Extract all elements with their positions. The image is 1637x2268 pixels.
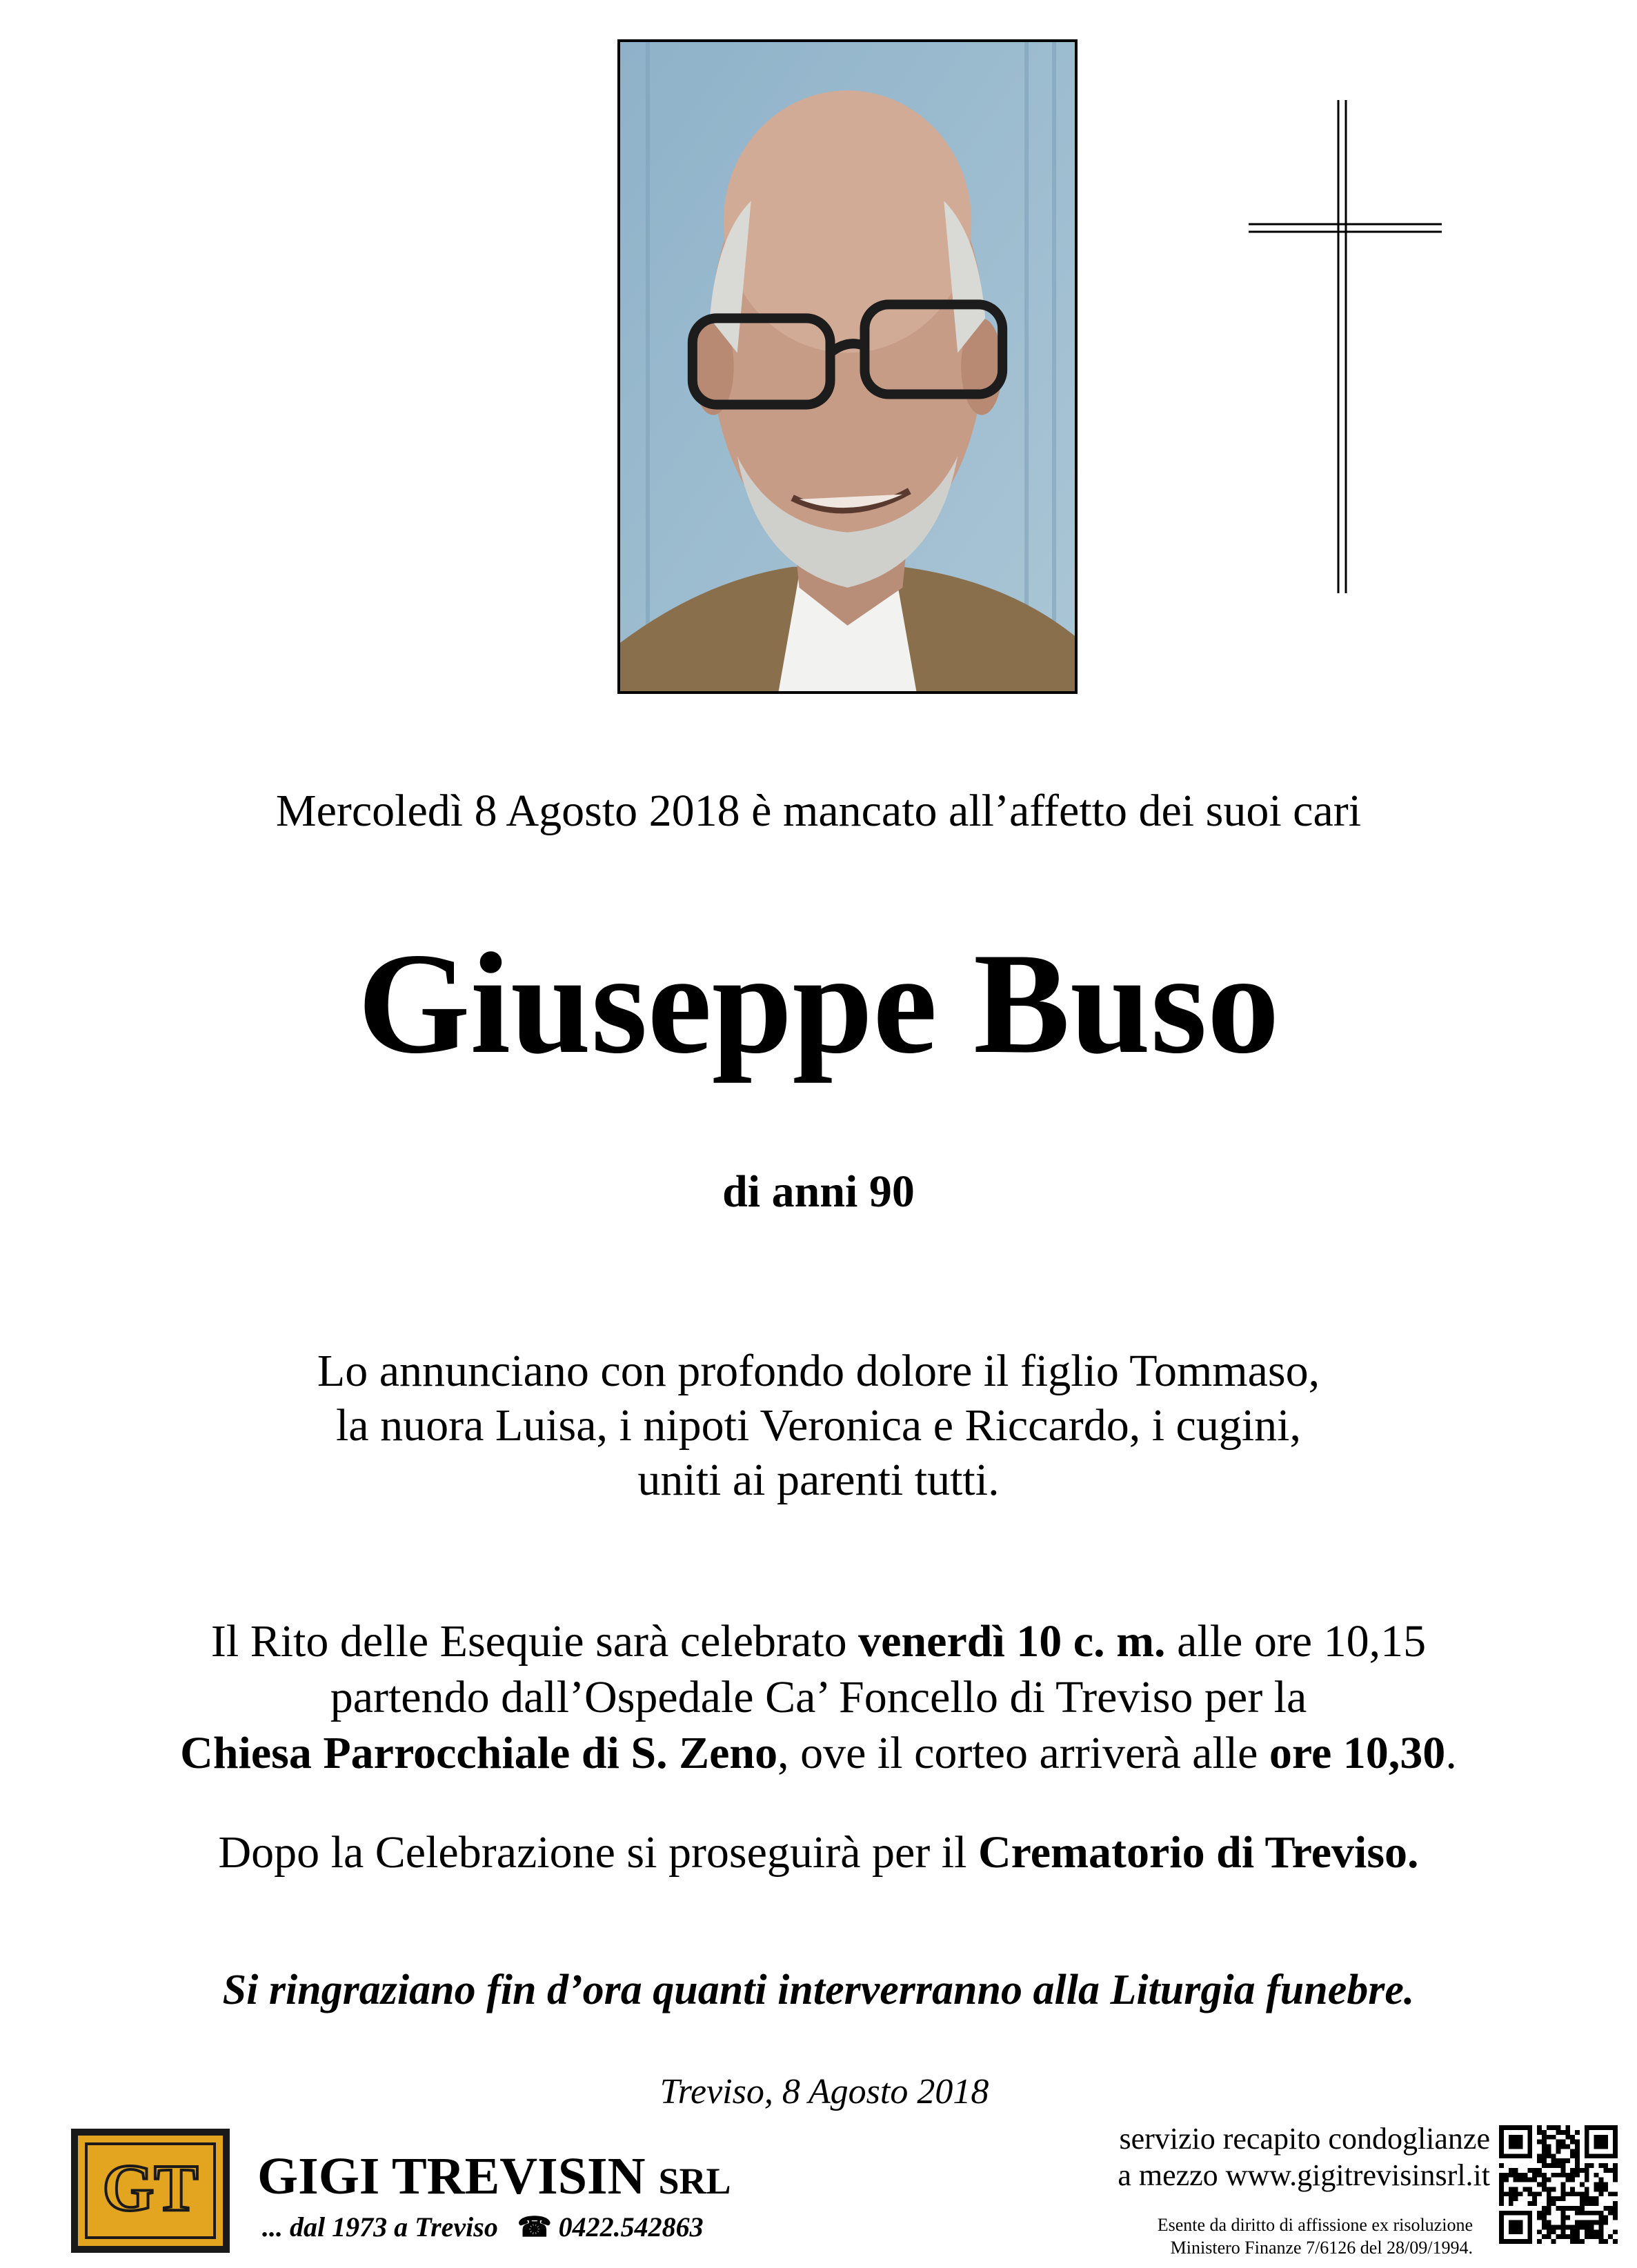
text: Dopo la Celebrazione si proseguirà per il bbox=[218, 1827, 978, 1878]
text: . bbox=[1445, 1728, 1457, 1778]
funeral-details bbox=[0, 1614, 1637, 1782]
text: Il Rito delle Esequie sarà celebrato bbox=[210, 1616, 859, 1667]
arrival-time: ore 10,30 bbox=[1269, 1728, 1446, 1778]
age-text: di anni 90 bbox=[722, 1166, 915, 1217]
service-line-1: servizio recapito condoglianze bbox=[1119, 2122, 1490, 2156]
since-text: ... dal 1973 a Treviso bbox=[262, 2211, 498, 2242]
family-announcement bbox=[0, 1344, 1637, 1507]
service-line-2[interactable]: a mezzo www.gigitrevisinsrl.it bbox=[1118, 2158, 1490, 2192]
cremation-text bbox=[0, 1827, 1637, 1879]
company-name-text: GIGI TREVISIN bbox=[257, 2147, 646, 2205]
funeral-date: venerdì 10 c. m. bbox=[858, 1616, 1166, 1667]
funeral-line-3 bbox=[0, 1726, 1637, 1782]
portrait-photo bbox=[617, 39, 1078, 694]
place-date: Treviso, 8 Agosto 2018 bbox=[659, 2072, 989, 2111]
text: alle ore 10,15 bbox=[1165, 1616, 1427, 1667]
exempt-line-2: Ministero Finanze 7/6126 del 28/09/1994. bbox=[1170, 2237, 1473, 2258]
text: , ove il corteo arriverà alle bbox=[777, 1728, 1269, 1778]
company-phone[interactable]: 0422.542863 bbox=[558, 2211, 704, 2242]
intro-text: Mercoledì 8 Agosto 2018 è mancato all’affetto dei suoi cari bbox=[275, 786, 1362, 836]
cross-icon bbox=[1249, 100, 1442, 593]
service-info bbox=[1076, 2121, 1490, 2194]
funeral-line-1 bbox=[0, 1614, 1637, 1670]
church-name: Chiesa Parrocchiale di S. Zeno bbox=[180, 1728, 778, 1778]
family-line: la nuora Luisa, i nipoti Veronica e Riccardo, i cugini, bbox=[335, 1400, 1302, 1451]
company-logo bbox=[71, 2129, 230, 2253]
company-name bbox=[257, 2147, 731, 2207]
funeral-line-2: partendo dall’Ospedale Ca’ Foncello di Treviso per la bbox=[330, 1672, 1307, 1722]
exemption-note bbox=[1076, 2214, 1473, 2259]
thanks-text: Si ringraziano fin d’ora quanti interverranno alla Liturgia funebre. bbox=[222, 1967, 1415, 2013]
deceased-name: Giuseppe Buso bbox=[357, 924, 1280, 1084]
crematorium-name: Crematorio di Treviso. bbox=[978, 1827, 1419, 1878]
phone-icon: ☎ bbox=[517, 2211, 552, 2242]
exempt-line-1: Esente da diritto di affissione ex risoluzione bbox=[1157, 2215, 1473, 2235]
company-since bbox=[262, 2211, 704, 2243]
family-line: uniti ai parenti tutti. bbox=[637, 1455, 1000, 1505]
company-suffix: SRL bbox=[658, 2160, 731, 2202]
qr-code-icon[interactable] bbox=[1499, 2125, 1618, 2244]
logo-text: GT bbox=[102, 2151, 199, 2225]
family-line: Lo annunciano con profondo dolore il figlio Tommaso, bbox=[317, 1346, 1320, 1396]
